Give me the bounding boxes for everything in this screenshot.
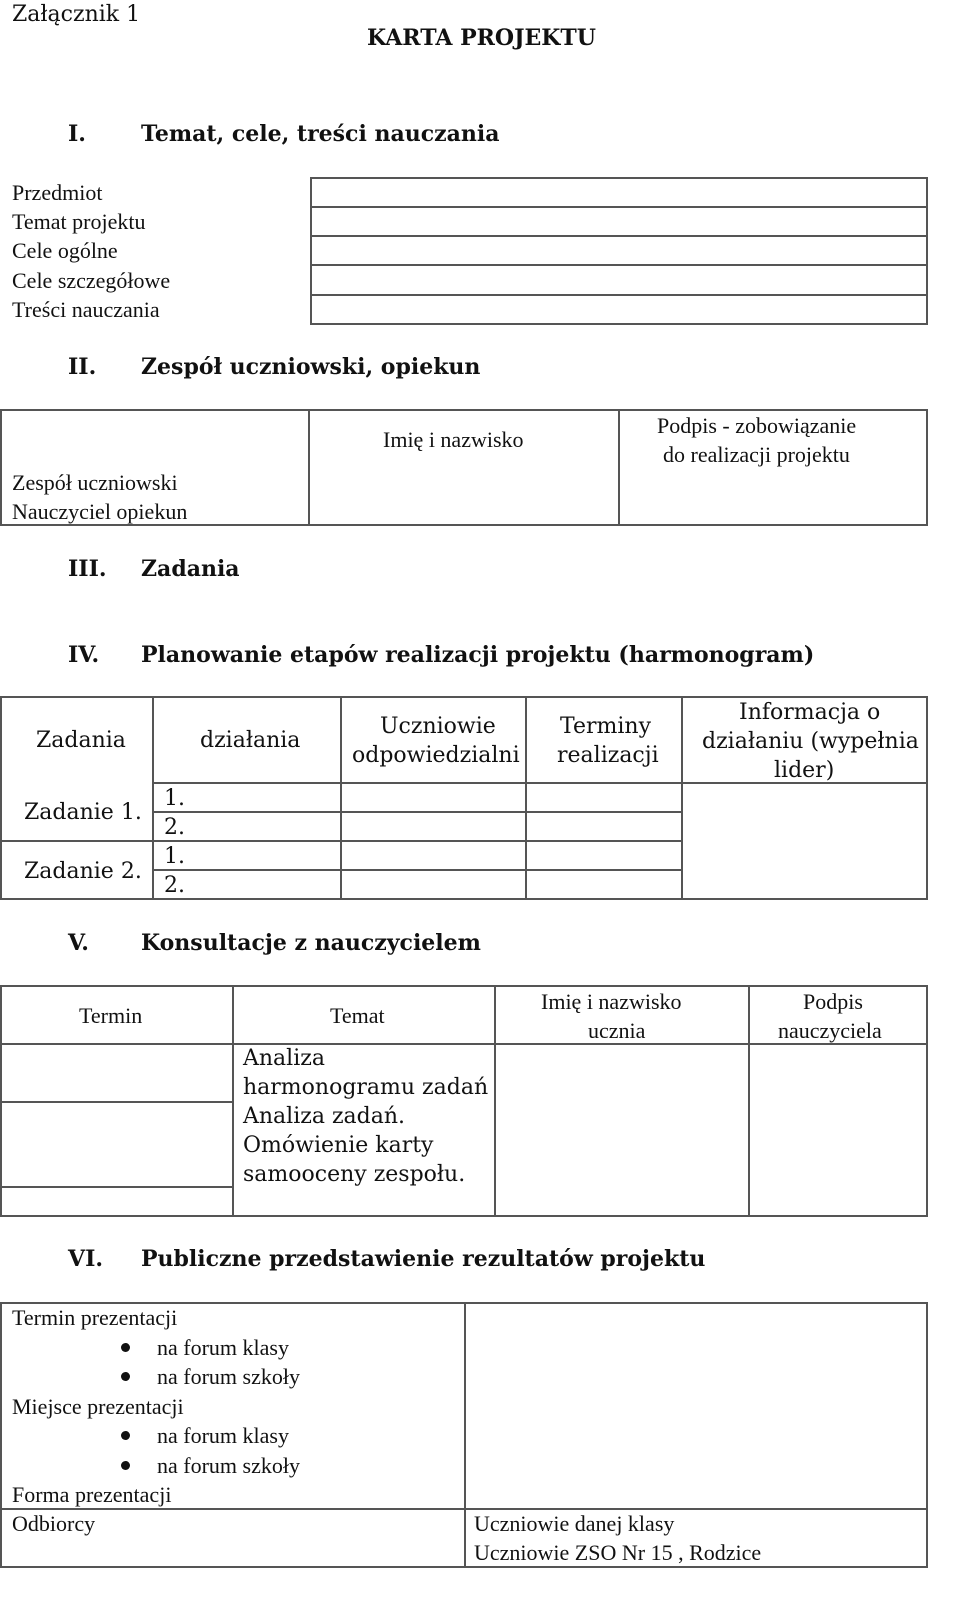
- col-dzialania: działania: [200, 728, 301, 753]
- section-3-title: Zadania: [141, 556, 240, 582]
- row-cele-ogolne: Cele ogólne: [12, 238, 118, 263]
- zadanie-2: Zadanie 2.: [24, 859, 142, 884]
- row-nauczyciel-opiekun: Nauczyciel opiekun: [12, 499, 188, 524]
- termin-opcja-klasa: na forum klasy: [157, 1335, 289, 1360]
- section-6-title: Publiczne przedstawienie rezultatów projektu: [141, 1246, 706, 1272]
- col-podpis-line2: do realizacji projektu: [663, 442, 850, 467]
- termin-prezentacji: Termin prezentacji: [12, 1305, 178, 1330]
- zadanie-1: Zadanie 1.: [24, 800, 142, 825]
- col-podpis-line2: nauczyciela: [778, 1018, 882, 1043]
- temat-line-3: Analiza zadań.: [243, 1104, 406, 1129]
- temat-line-1: Analiza: [243, 1046, 325, 1071]
- odbiorcy-label: Odbiorcy: [12, 1511, 96, 1536]
- col-terminy-line1: Terminy: [560, 714, 651, 739]
- miejsce-prezentacji: Miejsce prezentacji: [12, 1394, 184, 1419]
- bullet-icon: [121, 1431, 130, 1440]
- zadanie-1-step-1: 1.: [164, 786, 185, 811]
- col-imie-line2: ucznia: [588, 1018, 646, 1043]
- col-terminy-line2: realizacji: [557, 743, 659, 768]
- section-4-number: IV.: [68, 642, 100, 668]
- row-cele-szczegolowe: Cele szczegółowe: [12, 268, 171, 293]
- zadanie-2-step-2: 2.: [164, 873, 185, 898]
- temat-line-5: samooceny zespołu.: [243, 1162, 466, 1187]
- bullet-icon: [121, 1343, 130, 1352]
- temat-line-4: Omówienie karty: [243, 1133, 434, 1158]
- col-termin: Termin: [79, 1003, 143, 1028]
- attachment-label: Załącznik 1: [12, 2, 141, 27]
- forma-prezentacji: Forma prezentacji: [12, 1482, 172, 1507]
- section-2-title: Zespół uczniowski, opiekun: [141, 354, 481, 380]
- col-imie-nazwisko: Imię i nazwisko: [383, 427, 524, 452]
- col-informacja-line3: lider): [774, 758, 835, 783]
- row-zespol-uczniowski: Zespół uczniowski: [12, 470, 178, 495]
- odbiorcy-value-1: Uczniowie danej klasy: [474, 1511, 675, 1536]
- section-6-number: VI.: [68, 1246, 104, 1272]
- bullet-icon: [121, 1372, 130, 1381]
- row-przedmiot: Przedmiot: [12, 180, 103, 205]
- zadanie-1-step-2: 2.: [164, 815, 185, 840]
- temat-line-2: harmonogramu zadań: [243, 1075, 489, 1100]
- col-uczniowie-line2: odpowiedzialni: [352, 743, 520, 768]
- section-1-title: Temat, cele, treści nauczania: [141, 121, 500, 147]
- col-informacja-line2: działaniu (wypełnia: [702, 729, 919, 754]
- col-uczniowie-line1: Uczniowie: [380, 714, 496, 739]
- section-3-number: III.: [68, 556, 107, 582]
- row-tresci-nauczania: Treści nauczania: [12, 297, 160, 322]
- row-temat-projektu: Temat projektu: [12, 209, 146, 234]
- section-1-number: I.: [68, 121, 86, 147]
- page-title: KARTA PROJEKTU: [367, 25, 596, 51]
- termin-opcja-szkola: na forum szkoły: [157, 1364, 300, 1389]
- bullet-icon: [121, 1461, 130, 1470]
- miejsce-opcja-szkola: na forum szkoły: [157, 1453, 300, 1478]
- odbiorcy-value-2: Uczniowie ZSO Nr 15 , Rodzice: [474, 1540, 762, 1565]
- section-5-number: V.: [68, 930, 89, 956]
- miejsce-opcja-klasa: na forum klasy: [157, 1423, 289, 1448]
- section-5-title: Konsultacje z nauczycielem: [141, 930, 481, 956]
- section-4-title: Planowanie etapów realizacji projektu (harmonogram): [141, 642, 815, 668]
- col-zadania: Zadania: [36, 728, 126, 753]
- col-podpis-line1: Podpis: [803, 989, 863, 1014]
- section-2-number: II.: [68, 354, 97, 380]
- col-temat: Temat: [330, 1003, 385, 1028]
- zadanie-2-step-1: 1.: [164, 844, 185, 869]
- col-informacja-line1: Informacja o: [739, 700, 881, 725]
- col-podpis-line1: Podpis - zobowiązanie: [657, 413, 857, 438]
- col-imie-line1: Imię i nazwisko: [541, 989, 682, 1014]
